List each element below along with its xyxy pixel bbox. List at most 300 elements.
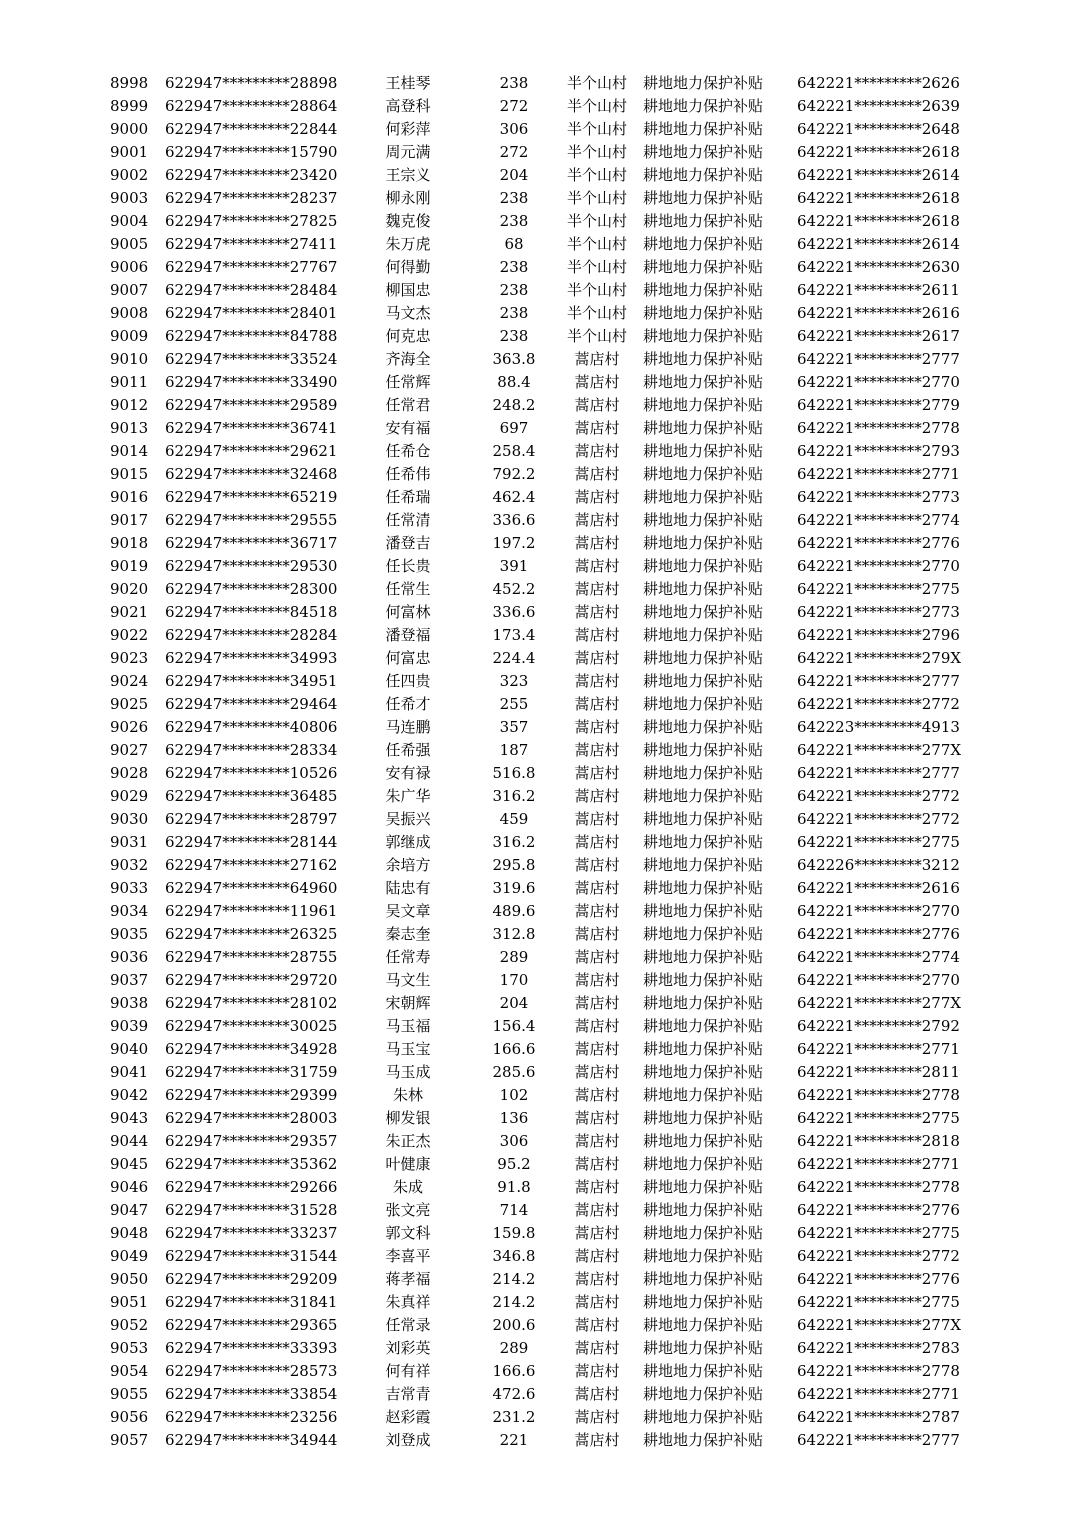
village-name: 蒿店村: [574, 925, 620, 943]
recipient-name: 张文亮: [385, 1201, 431, 1219]
subsidy-type: 耕地地力保护补贴: [643, 948, 764, 966]
recipient-name: 何富忠: [385, 649, 431, 667]
subsidy-amount: 272: [499, 143, 529, 161]
subsidy-type: 耕地地力保护补贴: [643, 971, 764, 989]
recipient-name: 朱成: [392, 1178, 423, 1196]
table-row: [0, 1199, 1074, 1222]
village-name: 蒿店村: [574, 902, 620, 920]
subsidy-amount: 255: [499, 695, 529, 713]
table-row: [0, 900, 1074, 923]
subsidy-type: 耕地地力保护补贴: [643, 1362, 764, 1380]
row-number: 9038: [110, 994, 149, 1012]
row-number: 9024: [110, 672, 149, 690]
subsidy-type: 耕地地力保护补贴: [643, 557, 764, 575]
bank-card-number: 622947*********31544: [165, 1247, 338, 1265]
bank-card-number: 622947*********29357: [165, 1132, 338, 1150]
table-row: [0, 164, 1074, 187]
bank-card-number: 622947*********34993: [165, 649, 338, 667]
subsidy-amount: 248.2: [492, 396, 536, 414]
subsidy-type: 耕地地力保护补贴: [643, 143, 764, 161]
recipient-name: 周元满: [385, 143, 431, 161]
subsidy-type: 耕地地力保护补贴: [643, 488, 764, 506]
table-row: [0, 486, 1074, 509]
row-number: 9036: [110, 948, 149, 966]
row-number: 9054: [110, 1362, 149, 1380]
village-name: 蒿店村: [574, 879, 620, 897]
bank-card-number: 622947*********23256: [165, 1408, 338, 1426]
row-number: 9033: [110, 879, 149, 897]
table-row: [0, 877, 1074, 900]
row-number: 9039: [110, 1017, 149, 1035]
id-number: 642221*********2626: [797, 74, 960, 92]
village-name: 蒿店村: [574, 580, 620, 598]
subsidy-amount: 238: [499, 258, 529, 276]
village-name: 半个山村: [566, 212, 627, 230]
subsidy-type: 耕地地力保护补贴: [643, 1316, 764, 1334]
id-number: 642221*********2778: [797, 1178, 960, 1196]
row-number: 9052: [110, 1316, 149, 1334]
subsidy-amount: 258.4: [492, 442, 536, 460]
subsidy-type: 耕地地力保护补贴: [643, 419, 764, 437]
subsidy-type: 耕地地力保护补贴: [643, 1431, 764, 1449]
id-number: 642221*********2793: [797, 442, 960, 460]
bank-card-number: 622947*********34951: [165, 672, 338, 690]
subsidy-amount: 102: [499, 1086, 529, 1104]
subsidy-amount: 285.6: [492, 1063, 536, 1081]
row-number: 9053: [110, 1339, 149, 1357]
bank-card-number: 622947*********32468: [165, 465, 338, 483]
id-number: 642221*********2772: [797, 787, 960, 805]
bank-card-number: 622947*********28284: [165, 626, 338, 644]
recipient-name: 何富林: [385, 603, 431, 621]
village-name: 半个山村: [566, 143, 627, 161]
village-name: 蒿店村: [574, 971, 620, 989]
subsidy-amount: 238: [499, 212, 529, 230]
village-name: 蒿店村: [574, 442, 620, 460]
row-number: 9018: [110, 534, 149, 552]
subsidy-amount: 295.8: [492, 856, 536, 874]
recipient-name: 赵彩霞: [385, 1408, 431, 1426]
recipient-name: 马玉宝: [385, 1040, 431, 1058]
recipient-name: 叶健康: [385, 1155, 431, 1173]
subsidy-type: 耕地地力保护补贴: [643, 1247, 764, 1265]
table-row: [0, 1383, 1074, 1406]
row-number: 9031: [110, 833, 149, 851]
id-number: 642221*********2776: [797, 1201, 960, 1219]
village-name: 蒿店村: [574, 557, 620, 575]
recipient-name: 郭文科: [385, 1224, 431, 1242]
table-row: [0, 555, 1074, 578]
recipient-name: 任长贵: [385, 557, 431, 575]
bank-card-number: 622947*********23420: [165, 166, 338, 184]
bank-card-number: 622947*********36741: [165, 419, 338, 437]
bank-card-number: 622947*********30025: [165, 1017, 338, 1035]
subsidy-amount: 238: [499, 327, 529, 345]
table-row: [0, 509, 1074, 532]
subsidy-amount: 312.8: [492, 925, 536, 943]
subsidy-amount: 306: [499, 120, 529, 138]
recipient-name: 李喜平: [385, 1247, 431, 1265]
recipient-name: 任希强: [385, 741, 431, 759]
village-name: 蒿店村: [574, 534, 620, 552]
id-number: 642221*********2774: [797, 511, 960, 529]
village-name: 蒿店村: [574, 626, 620, 644]
recipient-name: 魏克俊: [385, 212, 431, 230]
village-name: 蒿店村: [574, 1086, 620, 1104]
recipient-name: 何有祥: [385, 1362, 431, 1380]
village-name: 半个山村: [566, 97, 627, 115]
table-row: [0, 601, 1074, 624]
bank-card-number: 622947*********33490: [165, 373, 338, 391]
row-number: 9050: [110, 1270, 149, 1288]
recipient-name: 刘彩英: [385, 1339, 431, 1357]
table-row: [0, 1291, 1074, 1314]
subsidy-type: 耕地地力保护补贴: [643, 856, 764, 874]
table-row: [0, 417, 1074, 440]
recipient-name: 吴文章: [385, 902, 431, 920]
table-row: [0, 532, 1074, 555]
table-row: [0, 992, 1074, 1015]
row-number: 9042: [110, 1086, 149, 1104]
row-number: 9027: [110, 741, 149, 759]
id-number: 642221*********2770: [797, 971, 960, 989]
subsidy-type: 耕地地力保护补贴: [643, 189, 764, 207]
id-number: 642221*********2777: [797, 1431, 960, 1449]
id-number: 642221*********2618: [797, 189, 960, 207]
subsidy-amount: 68: [504, 235, 524, 253]
village-name: 蒿店村: [574, 672, 620, 690]
recipient-name: 朱正杰: [385, 1132, 431, 1150]
recipient-name: 王宗义: [385, 166, 431, 184]
recipient-name: 余培方: [385, 856, 431, 874]
table-row: [0, 1038, 1074, 1061]
table-row: [0, 371, 1074, 394]
row-number: 8999: [110, 97, 149, 115]
subsidy-amount: 88.4: [497, 373, 531, 391]
subsidy-amount: 462.4: [492, 488, 536, 506]
table-row: [0, 831, 1074, 854]
table-row: [0, 72, 1074, 95]
table-row: [0, 1107, 1074, 1130]
subsidy-amount: 204: [499, 166, 529, 184]
recipient-name: 任常录: [385, 1316, 431, 1334]
subsidy-amount: 204: [499, 994, 529, 1012]
village-name: 蒿店村: [574, 649, 620, 667]
row-number: 9025: [110, 695, 149, 713]
table-row: [0, 647, 1074, 670]
recipient-name: 王桂琴: [385, 74, 431, 92]
id-number: 642221*********279X: [797, 649, 962, 667]
table-row: [0, 1360, 1074, 1383]
bank-card-number: 622947*********31841: [165, 1293, 338, 1311]
row-number: 9016: [110, 488, 149, 506]
bank-card-number: 622947*********28300: [165, 580, 338, 598]
id-number: 642221*********2777: [797, 350, 960, 368]
village-name: 蒿店村: [574, 373, 620, 391]
village-name: 蒿店村: [574, 1247, 620, 1265]
subsidy-type: 耕地地力保护补贴: [643, 1155, 764, 1173]
village-name: 蒿店村: [574, 1155, 620, 1173]
village-name: 蒿店村: [574, 1063, 620, 1081]
recipient-name: 任四贵: [385, 672, 431, 690]
subsidy-type: 耕地地力保护补贴: [643, 350, 764, 368]
id-number: 642221*********2776: [797, 925, 960, 943]
subsidy-amount: 306: [499, 1132, 529, 1150]
village-name: 蒿店村: [574, 1316, 620, 1334]
subsidy-amount: 159.8: [492, 1224, 536, 1242]
subsidy-type: 耕地地力保护补贴: [643, 97, 764, 115]
subsidy-type: 耕地地力保护补贴: [643, 925, 764, 943]
subsidy-type: 耕地地力保护补贴: [643, 994, 764, 1012]
subsidy-amount: 697: [499, 419, 529, 437]
bank-card-number: 622947*********29621: [165, 442, 338, 460]
bank-card-number: 622947*********27767: [165, 258, 338, 276]
row-number: 9005: [110, 235, 149, 253]
subsidy-amount: 224.4: [492, 649, 536, 667]
id-number: 642221*********2617: [797, 327, 960, 345]
subsidy-amount: 136: [499, 1109, 529, 1127]
subsidy-type: 耕地地力保护补贴: [643, 1270, 764, 1288]
table-row: [0, 233, 1074, 256]
row-number: 8998: [110, 74, 149, 92]
row-number: 9029: [110, 787, 149, 805]
bank-card-number: 622947*********28237: [165, 189, 338, 207]
row-number: 9055: [110, 1385, 149, 1403]
subsidy-amount: 238: [499, 304, 529, 322]
table-row: [0, 463, 1074, 486]
table-row: [0, 440, 1074, 463]
subsidy-amount: 289: [499, 1339, 529, 1357]
id-number: 642221*********2614: [797, 235, 960, 253]
table-row: [0, 325, 1074, 348]
subsidy-amount: 170: [499, 971, 529, 989]
village-name: 半个山村: [566, 166, 627, 184]
recipient-name: 任常辉: [385, 373, 431, 391]
bank-card-number: 622947*********31759: [165, 1063, 338, 1081]
subsidy-amount: 516.8: [492, 764, 536, 782]
id-number: 642221*********2796: [797, 626, 960, 644]
subsidy-amount: 319.6: [492, 879, 536, 897]
id-number: 642221*********277X: [797, 741, 962, 759]
recipient-name: 任常寿: [385, 948, 431, 966]
recipient-name: 任希伟: [385, 465, 431, 483]
village-name: 蒿店村: [574, 1293, 620, 1311]
row-number: 9011: [110, 373, 149, 391]
recipient-name: 任希仓: [385, 442, 431, 460]
id-number: 642221*********2771: [797, 1385, 960, 1403]
table-row: [0, 624, 1074, 647]
table-row: [0, 1429, 1074, 1452]
village-name: 半个山村: [566, 281, 627, 299]
bank-card-number: 622947*********36717: [165, 534, 338, 552]
row-number: 9035: [110, 925, 149, 943]
row-number: 9034: [110, 902, 149, 920]
row-number: 9044: [110, 1132, 149, 1150]
row-number: 9041: [110, 1063, 149, 1081]
id-number: 642221*********2639: [797, 97, 960, 115]
row-number: 9057: [110, 1431, 149, 1449]
subsidy-type: 耕地地力保护补贴: [643, 212, 764, 230]
bank-card-number: 622947*********29589: [165, 396, 338, 414]
table-row: [0, 670, 1074, 693]
subsidy-amount: 238: [499, 74, 529, 92]
bank-card-number: 622947*********33854: [165, 1385, 338, 1403]
bank-card-number: 622947*********84518: [165, 603, 338, 621]
bank-card-number: 622947*********29464: [165, 695, 338, 713]
id-number: 642221*********2778: [797, 419, 960, 437]
village-name: 蒿店村: [574, 1109, 620, 1127]
recipient-name: 潘登福: [385, 626, 431, 644]
village-name: 半个山村: [566, 304, 627, 322]
row-number: 9000: [110, 120, 149, 138]
village-name: 蒿店村: [574, 1385, 620, 1403]
id-number: 642221*********2614: [797, 166, 960, 184]
id-number: 642221*********277X: [797, 1316, 962, 1334]
id-number: 642221*********2811: [797, 1063, 960, 1081]
table-row: [0, 1406, 1074, 1429]
table-row: [0, 693, 1074, 716]
village-name: 蒿店村: [574, 741, 620, 759]
subsidy-type: 耕地地力保护补贴: [643, 649, 764, 667]
recipient-name: 吉常青: [385, 1385, 431, 1403]
id-number: 642221*********2818: [797, 1132, 960, 1150]
subsidy-type: 耕地地力保护补贴: [643, 258, 764, 276]
table-row: [0, 762, 1074, 785]
subsidy-amount: 363.8: [492, 350, 536, 368]
subsidy-amount: 714: [499, 1201, 529, 1219]
subsidy-type: 耕地地力保护补贴: [643, 879, 764, 897]
bank-card-number: 622947*********33393: [165, 1339, 338, 1357]
row-number: 9019: [110, 557, 149, 575]
bank-card-number: 622947*********28401: [165, 304, 338, 322]
row-number: 9023: [110, 649, 149, 667]
id-number: 642221*********2792: [797, 1017, 960, 1035]
table-row: [0, 785, 1074, 808]
recipient-name: 任希瑞: [385, 488, 431, 506]
id-number: 642221*********2774: [797, 948, 960, 966]
row-number: 9010: [110, 350, 149, 368]
village-name: 蒿店村: [574, 718, 620, 736]
village-name: 蒿店村: [574, 787, 620, 805]
id-number: 642221*********277X: [797, 994, 962, 1012]
id-number: 642221*********2787: [797, 1408, 960, 1426]
village-name: 蒿店村: [574, 488, 620, 506]
row-number: 9037: [110, 971, 149, 989]
id-number: 642221*********2616: [797, 304, 960, 322]
subsidy-type: 耕地地力保护补贴: [643, 741, 764, 759]
id-number: 642221*********2618: [797, 212, 960, 230]
recipient-name: 马玉福: [385, 1017, 431, 1035]
bank-card-number: 622947*********29365: [165, 1316, 338, 1334]
subsidy-type: 耕地地力保护补贴: [643, 166, 764, 184]
subsidy-type: 耕地地力保护补贴: [643, 281, 764, 299]
bank-card-number: 622947*********65219: [165, 488, 338, 506]
id-number: 642221*********2771: [797, 465, 960, 483]
subsidy-type: 耕地地力保护补贴: [643, 511, 764, 529]
row-number: 9046: [110, 1178, 149, 1196]
recipient-name: 秦志奎: [385, 925, 431, 943]
village-name: 蒿店村: [574, 1431, 620, 1449]
subsidy-type: 耕地地力保护补贴: [643, 672, 764, 690]
recipient-name: 马玉成: [385, 1063, 431, 1081]
subsidy-amount: 231.2: [492, 1408, 536, 1426]
village-name: 蒿店村: [574, 1270, 620, 1288]
village-name: 蒿店村: [574, 396, 620, 414]
table-row: [0, 1130, 1074, 1153]
bank-card-number: 622947*********28144: [165, 833, 338, 851]
table-row: [0, 256, 1074, 279]
subsidy-type: 耕地地力保护补贴: [643, 1408, 764, 1426]
subsidy-type: 耕地地力保护补贴: [643, 1063, 764, 1081]
table-row: [0, 1268, 1074, 1291]
id-number: 642226*********3212: [797, 856, 960, 874]
subsidy-amount: 346.8: [492, 1247, 536, 1265]
bank-card-number: 622947*********28484: [165, 281, 338, 299]
table-row: [0, 118, 1074, 141]
id-number: 642223*********4913: [797, 718, 960, 736]
id-number: 642221*********2770: [797, 373, 960, 391]
subsidy-type: 耕地地力保护补贴: [643, 1086, 764, 1104]
table-row: [0, 854, 1074, 877]
table-row: [0, 946, 1074, 969]
subsidy-type: 耕地地力保护补贴: [643, 603, 764, 621]
subsidy-amount: 316.2: [492, 787, 536, 805]
recipient-name: 陆忠有: [385, 879, 431, 897]
table-row: [0, 969, 1074, 992]
row-number: 9049: [110, 1247, 149, 1265]
recipient-name: 何得勤: [385, 258, 431, 276]
subsidy-type: 耕地地力保护补贴: [643, 1385, 764, 1403]
table-row: [0, 1061, 1074, 1084]
village-name: 蒿店村: [574, 1178, 620, 1196]
village-name: 蒿店村: [574, 350, 620, 368]
bank-card-number: 622947*********27411: [165, 235, 338, 253]
bank-card-number: 622947*********28003: [165, 1109, 338, 1127]
id-number: 642221*********2775: [797, 1109, 960, 1127]
id-number: 642221*********2783: [797, 1339, 960, 1357]
village-name: 半个山村: [566, 120, 627, 138]
id-number: 642221*********2776: [797, 534, 960, 552]
bank-card-number: 622947*********27825: [165, 212, 338, 230]
village-name: 蒿店村: [574, 1224, 620, 1242]
row-number: 9008: [110, 304, 149, 322]
subsidy-amount: 336.6: [492, 511, 536, 529]
id-number: 642221*********2772: [797, 810, 960, 828]
table-row: [0, 1084, 1074, 1107]
table-row: [0, 95, 1074, 118]
bank-card-number: 622947*********36485: [165, 787, 338, 805]
id-number: 642221*********2777: [797, 764, 960, 782]
id-number: 642221*********2770: [797, 557, 960, 575]
id-number: 642221*********2777: [797, 672, 960, 690]
recipient-name: 马文生: [385, 971, 431, 989]
subsidy-amount: 238: [499, 189, 529, 207]
id-number: 642221*********2775: [797, 580, 960, 598]
id-number: 642221*********2778: [797, 1086, 960, 1104]
subsidy-amount: 197.2: [492, 534, 536, 552]
village-name: 蒿店村: [574, 1408, 620, 1426]
subsidy-table: [0, 72, 1074, 1452]
village-name: 蒿店村: [574, 948, 620, 966]
bank-card-number: 622947*********28797: [165, 810, 338, 828]
id-number: 642221*********2772: [797, 1247, 960, 1265]
recipient-name: 马连鹏: [385, 718, 431, 736]
table-row: [0, 923, 1074, 946]
id-number: 642221*********2773: [797, 603, 960, 621]
row-number: 9006: [110, 258, 149, 276]
recipient-name: 任希才: [385, 695, 431, 713]
row-number: 9015: [110, 465, 149, 483]
